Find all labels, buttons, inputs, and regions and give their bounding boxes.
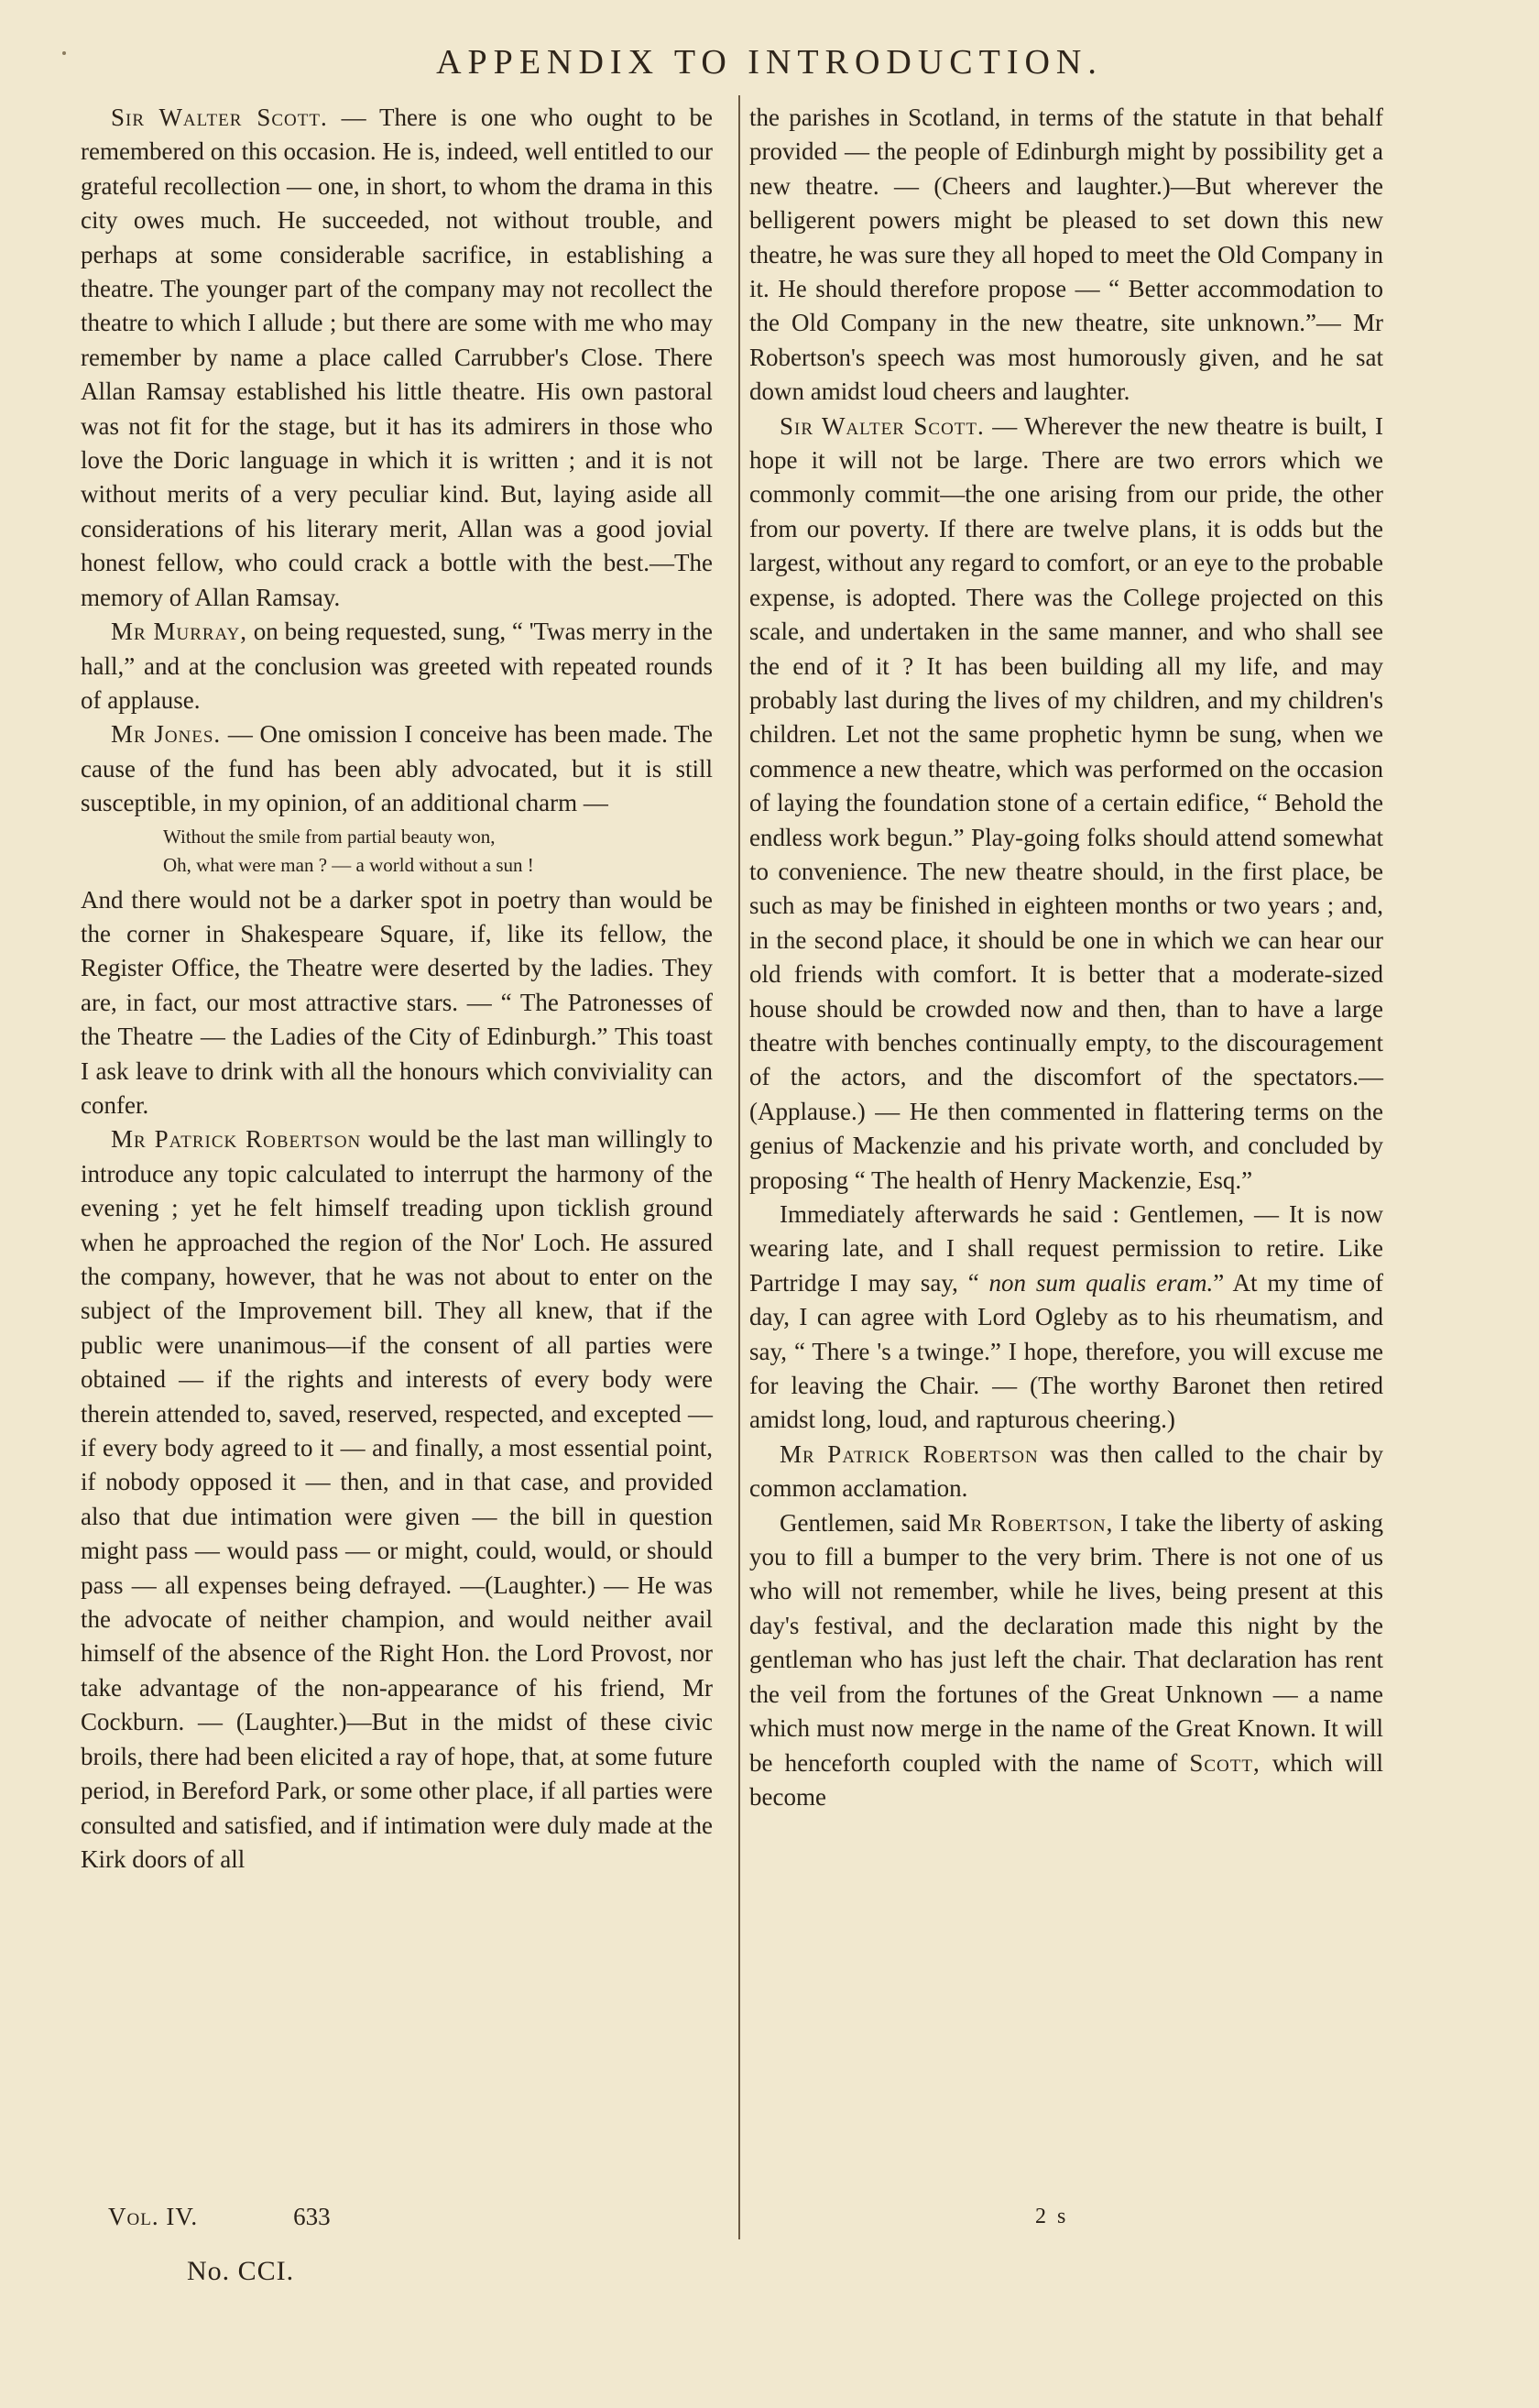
page-footer (108, 2203, 331, 2231)
speaker-name: Mr Patrick Robertson (111, 1125, 362, 1154)
issue-number: No. CCI. (187, 2256, 295, 2286)
column-rule (738, 95, 740, 2239)
running-header: APPENDIX TO INTRODUCTION. (436, 43, 1103, 82)
paragraph-text: — There is one who ought to be remembered on this occasion. He is, indeed, well entitled to our grateful recollection — one, in short, to whom the drama in this city owes much. He succeeded, not without trouble, and perhaps at some considerable sacrifice, in establishing a theatre. The younger part of the company may not recollect the theatre to which I allude ; but there are some with me who may remember by name a place called Carrubber's Close. There Allan Ramsay established his little theatre. His own pastoral was not fit for the stage, but it has its admirers in those who love the Doric language in which it is written ; and it is not without merits of a very peculiar kind. But, laying aside all considerations of his literary merit, Allan was a good jovial honest fellow, who could crack a bottle with the best.—The memory of Allan Ramsay. (81, 104, 713, 611)
paragraph-text: — Wherever the new theatre is built, I hope it will not be large. There are two errors which we commonly commit—the one arising from our pride, the other from our poverty. If there are twelve plans, it is odds but the largest, without any regard to comfort, or an eye to the probable expense, is adopted. There was the College projected on this scale, and undertaken in the same manner, and who shall see the end of it ? It has been building all my life, and may probably last during the lives of my children, and my children's children. Let not the same prophetic hymn be sung, when we commence a new theatre, which was performed on the occasion of laying the foundation stone of a certain edifice, “ Behold the endless work begun.” Play-going folks should attend somewhat to convenience. The new theatre should, in the first place, be such as may be finished in eighteen months or two years ; and, in the second place, it should be one in which we can hear our old friends with comfort. It is better that a moderate-sized house should be crowded now and then, than to have a large theatre with benches continually empty, to the discouragement of the actors, and the discomfort of the spectators.— (Applause.) — He then commented in flattering terms on the genius of Mackenzie and his private worth, and concluded by proposing “ The health of Henry Mackenzie, Esq.” (749, 411, 1383, 1194)
paragraph (81, 1122, 713, 1877)
right-column (749, 101, 1383, 1814)
paragraph-text: And there would not be a darker spot in poetry than would be the corner in Shakespeare Square, if, like its fellow, the Register Office, the Theatre were deserted by the ladies. They are, in fact, our most attractive stars. — “ The Patronesses of the Theatre — the Ladies of the City of Edinburgh.” This toast I ask leave to drink with all the honours which conviviality can confer. (81, 885, 713, 1119)
paragraph-text: which will become (749, 1748, 1383, 1811)
paragraph-text: on being requested, sung, “ 'Twas merry in the hall,” and at the conclusion was greeted with repeated rounds of applause. (81, 618, 713, 714)
left-column (81, 101, 713, 1877)
speaker-name: Mr Robertson, (947, 1508, 1114, 1537)
speaker-name: Sir Walter Scott. (780, 411, 985, 440)
paragraph (749, 1438, 1383, 1506)
paragraph (749, 101, 1383, 410)
paragraph (81, 883, 713, 1123)
speaker-name: Scott, (1189, 1748, 1261, 1777)
paragraph-text: Gentlemen, said (780, 1508, 948, 1537)
printer-signature: 2 s (1035, 2205, 1069, 2228)
paragraph (749, 1198, 1383, 1438)
paragraph (749, 1506, 1383, 1815)
verse-line: Oh, what were man ? — a world without a sun ! (163, 853, 534, 876)
speaker-name: Mr Jones. (111, 720, 222, 749)
paragraph (81, 101, 713, 615)
paragraph (81, 717, 713, 820)
paragraph-text: — One omission I conceive has been made. The cause of the fund has been ably advocated, but it is still susceptible, in my opinion, of an additional charm — (81, 720, 713, 817)
verse-quotation (81, 823, 713, 880)
latin-quotation: non sum qualis eram. (988, 1268, 1214, 1297)
speaker-name: Sir Walter Scott. (111, 104, 328, 131)
paragraph-text: Immediately afterwards he said : Gentlemen, — It is now wearing late, and I shall request permission to retire. Like Partridge I may say, “ (749, 1200, 1383, 1297)
paragraph-text: was then called to the chair by common acclamation. (749, 1439, 1383, 1503)
paragraph-text: would be the last man willingly to introduce any topic calculated to interrupt the harmony of the evening ; yet he felt himself treading upon ticklish ground when he approached the region of the Nor' Loch. He assured the company, however, that he was not about to enter on the subject of the Improvement bill. They all knew, that if the public were unanimous—if the consent of all parties were obtained — if the rights and interests of every body were therein attended to, saved, reserved, respected, and excepted — if every body agreed to it — and finally, a most essential point, if nobody opposed it — then, and in that case, and provided also that due intimation were given — the bill in question might pass — would pass — or might, could, would, or should pass — all expenses being defrayed. —(Laughter.) — He was the advocate of neither champion, and would neither avail himself of the absence of the Right Hon. the Lord Provost, nor take advantage of the non-appearance of his friend, Mr Cockburn. — (Laughter.)—But in the midst of these civic broils, there had been elicited a ray of hope, that, at some future period, in Bereford Park, or some other place, if all parties were consulted and satisfied, and if intimation were duly made at the Kirk doors of all (81, 1125, 713, 1873)
paragraph-text: ” At my time of day, I can agree with Lord Ogleby as to his rheumatism, and say, “ There 's a twinge.” I hope, therefore, you will excuse me for leaving the Chair. — (The worthy Baronet then retired amidst long, loud, and rapturous cheering.) (749, 1268, 1383, 1434)
volume-label: Vol. IV. (108, 2203, 199, 2230)
paragraph (749, 410, 1383, 1198)
verse-line: Without the smile from partial beauty won, (163, 825, 496, 848)
paragraph (81, 615, 713, 717)
paragraph-text: I take the liberty of asking you to fill a bumper to the very brim. There is not one of us who will not remember, while he lives, being present at this day's festival, and the declaration made this night by the gentleman who has just left the chair. That declaration has rent the veil from the fortunes of the Great Unknown — a name which must now merge in the name of the Great Known. It will be henceforth coupled with the name of (749, 1508, 1383, 1777)
paragraph-text: the parishes in Scotland, in terms of the statute in that behalf provided — the people of Edinburgh might by possibility get a new theatre. — (Cheers and laughter.)—But wherever the belligerent powers might be pleased to set down this new theatre, he was sure they all hoped to meet the Old Company in it. He should therefore propose — “ Better accommodation to the Old Company in the new theatre, site unknown.”— Mr Robertson's speech was most humorously given, and he sat down amidst loud cheers and laughter. (749, 104, 1383, 406)
speaker-name: Mr Murray, (111, 618, 247, 646)
speaker-name: Mr Patrick Robertson (780, 1439, 1039, 1468)
page-number: 633 (293, 2203, 331, 2230)
